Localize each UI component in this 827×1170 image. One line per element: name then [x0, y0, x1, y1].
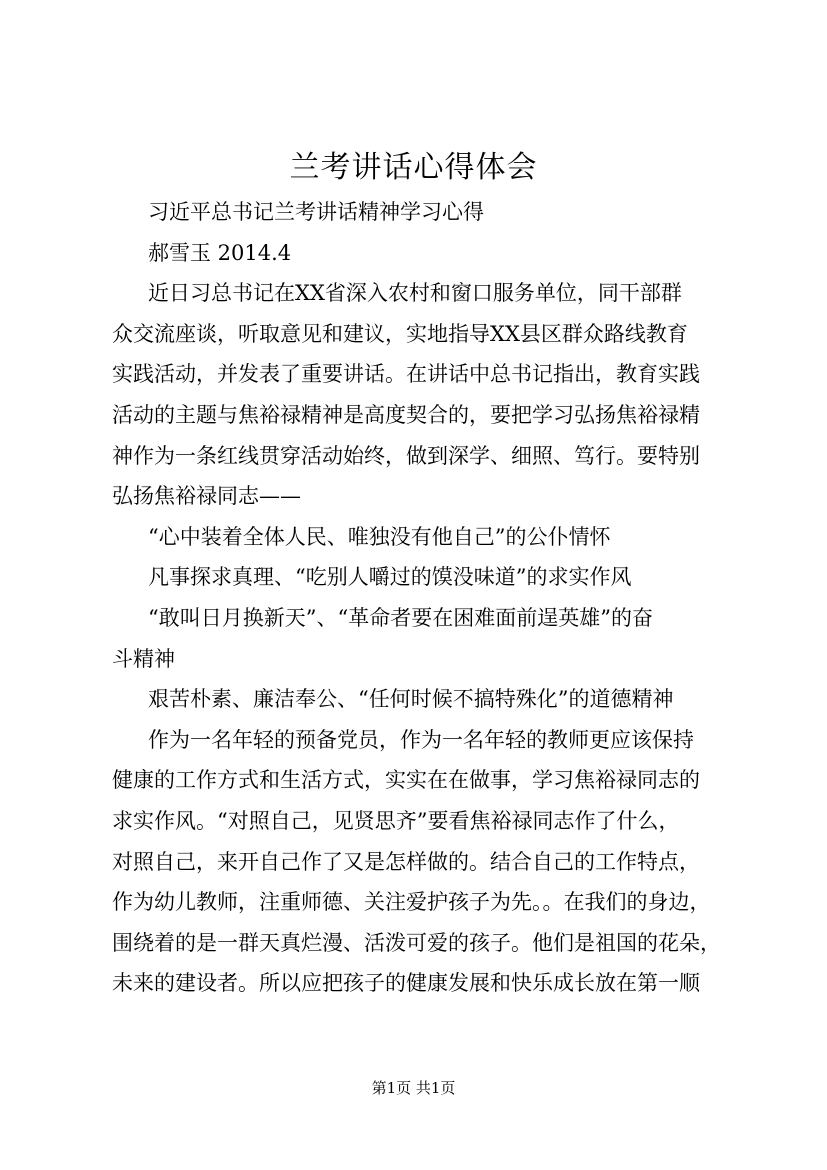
- paragraph-line: 斗精神: [112, 646, 175, 671]
- document-title: 兰考讲话心得体会: [289, 150, 538, 185]
- paragraph-line: 近日习总书记在XX省深入农村和窗口服务单位，同干部群: [148, 281, 682, 306]
- paragraph-line: 艰苦朴素、廉洁奉公、“任何时候不搞特殊化”的道德精神: [148, 687, 674, 712]
- paragraph-line: “心中装着全体人民、唯独没有他自己”的公仆情怀: [148, 524, 611, 549]
- document-body: [112, 192, 721, 1004]
- author-date-line: 郝雪玉 2014.4: [148, 240, 292, 265]
- page-number-footer: 第1页 共1页: [371, 1079, 456, 1097]
- paragraph-line: 未来的建设者。所以应把孩子的健康发展和快乐成长放在第一顺: [112, 971, 700, 996]
- paragraph-line: 对照自己，来开自己作了又是怎样做的。结合自己的工作特点，: [112, 849, 700, 874]
- paragraph-line: 凡事探求真理、“吃别人嚼过的馍没味道”的求实作风: [148, 565, 632, 590]
- paragraph-line: 弘扬焦裕禄同志——: [112, 484, 301, 509]
- paragraph-line: 作为幼儿教师，注重师德、关注爱护孩子为先。。在我们的身边，: [112, 890, 711, 915]
- paragraph-line: 活动的主题与焦裕禄精神是高度契合的，要把学习弘扬焦裕禄精: [112, 402, 700, 427]
- paragraph-line: 实践活动，并发表了重要讲话。在讲话中总书记指出，教育实践: [112, 362, 700, 387]
- paragraph-line: 作为一名年轻的预备党员，作为一名年轻的教师更应该保持: [148, 727, 694, 752]
- paragraph-line: “敢叫日月换新天”、“革命者要在困难面前逞英雄”的奋: [148, 605, 653, 630]
- paragraph-line: 神作为一条红线贯穿活动始终，做到深学、细照、笃行。要特别: [112, 443, 700, 468]
- paragraph-line: 众交流座谈，听取意见和建议，实地指导XX县区群众路线教育: [112, 321, 688, 346]
- paragraph-line: 求实作风。“对照自己，见贤思齐”要看焦裕禄同志作了什么，: [112, 808, 680, 833]
- paragraph-line: 健康的工作方式和生活方式，实实在在做事，学习焦裕禄同志的: [112, 768, 700, 793]
- subtitle-line: 习近平总书记兰考讲话精神学习心得: [148, 200, 484, 224]
- paragraph-line: 围绕着的是一群天真烂漫、活泼可爱的孩子。他们是祖国的花朵，: [112, 930, 721, 955]
